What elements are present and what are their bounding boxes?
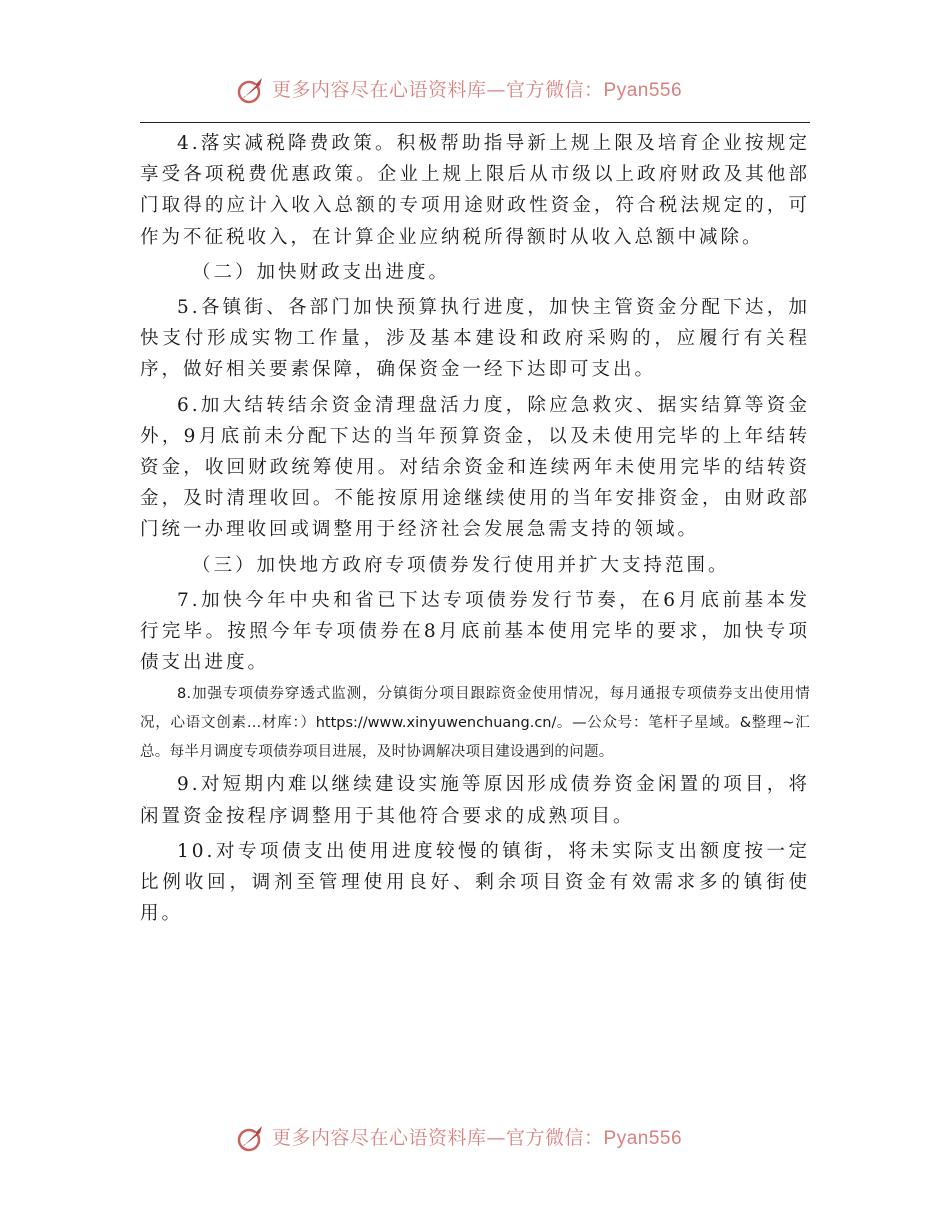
source-url: https://www.xinyuwenchuang.cn/ bbox=[315, 715, 557, 732]
footer-banner-text: 更多内容尽在心语资料库—官方微信：Pyan556 bbox=[272, 1127, 683, 1149]
header-banner bbox=[0, 72, 950, 112]
paragraph-8: 8.加强专项债券穿透式监测，分镇街分项目跟踪资金使用情况，每月通报专项债券支出使用情况，心语文创素…材库：）https://www.xinyuwenchuang.cn/。—公众号：笔杆子星域。&整理~汇总。每半月调度专项债券项目进展，及时协调解决项目建设遇到的问题。 bbox=[140, 686, 810, 761]
paragraph-4: 4.落实减税降费政策。积极帮助指导新上规上限及培育企业按规定享受各项税费优惠政策。企业上规上限后从市级以上政府财政及其他部门取得的应计入收入总额的专项用途财政性资金，符合税法规定的，可作为不征税收入，在计算企业应纳税所得额时从收入总额中减除。 bbox=[140, 133, 810, 248]
document-body bbox=[140, 128, 810, 929]
wechat-id: Pyan556 bbox=[603, 80, 683, 101]
paragraph-6: 6.加大结转结余资金清理盘活力度，除应急救灾、据实结算等资金外，9月底前未分配下达的当年预算资金，以及未使用完毕的上年结转资金，收回财政统筹使用。对结余资金和连续两年未使用完毕的结转资金，及时清理收回。不能按原用途继续使用的当年安排资金，由财政部门统一办理收回或调整用于经济社会发展急需支持的领域。 bbox=[140, 394, 810, 541]
banner-text: 更多内容尽在心语资料库—官方微信：Pyan556 bbox=[272, 79, 683, 101]
section-heading-2: （二）加快财政支出进度。 bbox=[192, 261, 451, 283]
paragraph-9: 9.对短期内难以继续建设实施等原因形成债券资金闲置的项目，将闲置资金按程序调整用于其他符合要求的成熟项目。 bbox=[140, 774, 810, 827]
header-divider bbox=[140, 122, 810, 123]
paragraph-10: 10.对专项债支出使用进度较慢的镇街，将未实际支出额度按一定比例收回，调剂至管理使用良好、剩余项目资金有效需求多的镇街使用。 bbox=[140, 840, 810, 925]
quill-circle-icon bbox=[236, 1123, 266, 1153]
footer-wechat-id: Pyan556 bbox=[603, 1128, 683, 1149]
footer-banner bbox=[0, 1120, 950, 1160]
paragraph-7: 7.加快今年中央和省已下达专项债券发行节奏，在6月底前基本发行完毕。按照今年专项债券在8月底前基本使用完毕的要求，加快专项债支出进度。 bbox=[140, 589, 810, 674]
quill-circle-icon bbox=[236, 75, 266, 105]
paragraph-5: 5.各镇街、各部门加快预算执行进度，加快主管资金分配下达，加快支付形成实物工作量，涉及基本建设和政府采购的，应履行有关程序，做好相关要素保障，确保资金一经下达即可支出。 bbox=[140, 297, 810, 381]
section-heading-3: （三）加快地方政府专项债券发行使用并扩大支持范围。 bbox=[192, 554, 730, 576]
